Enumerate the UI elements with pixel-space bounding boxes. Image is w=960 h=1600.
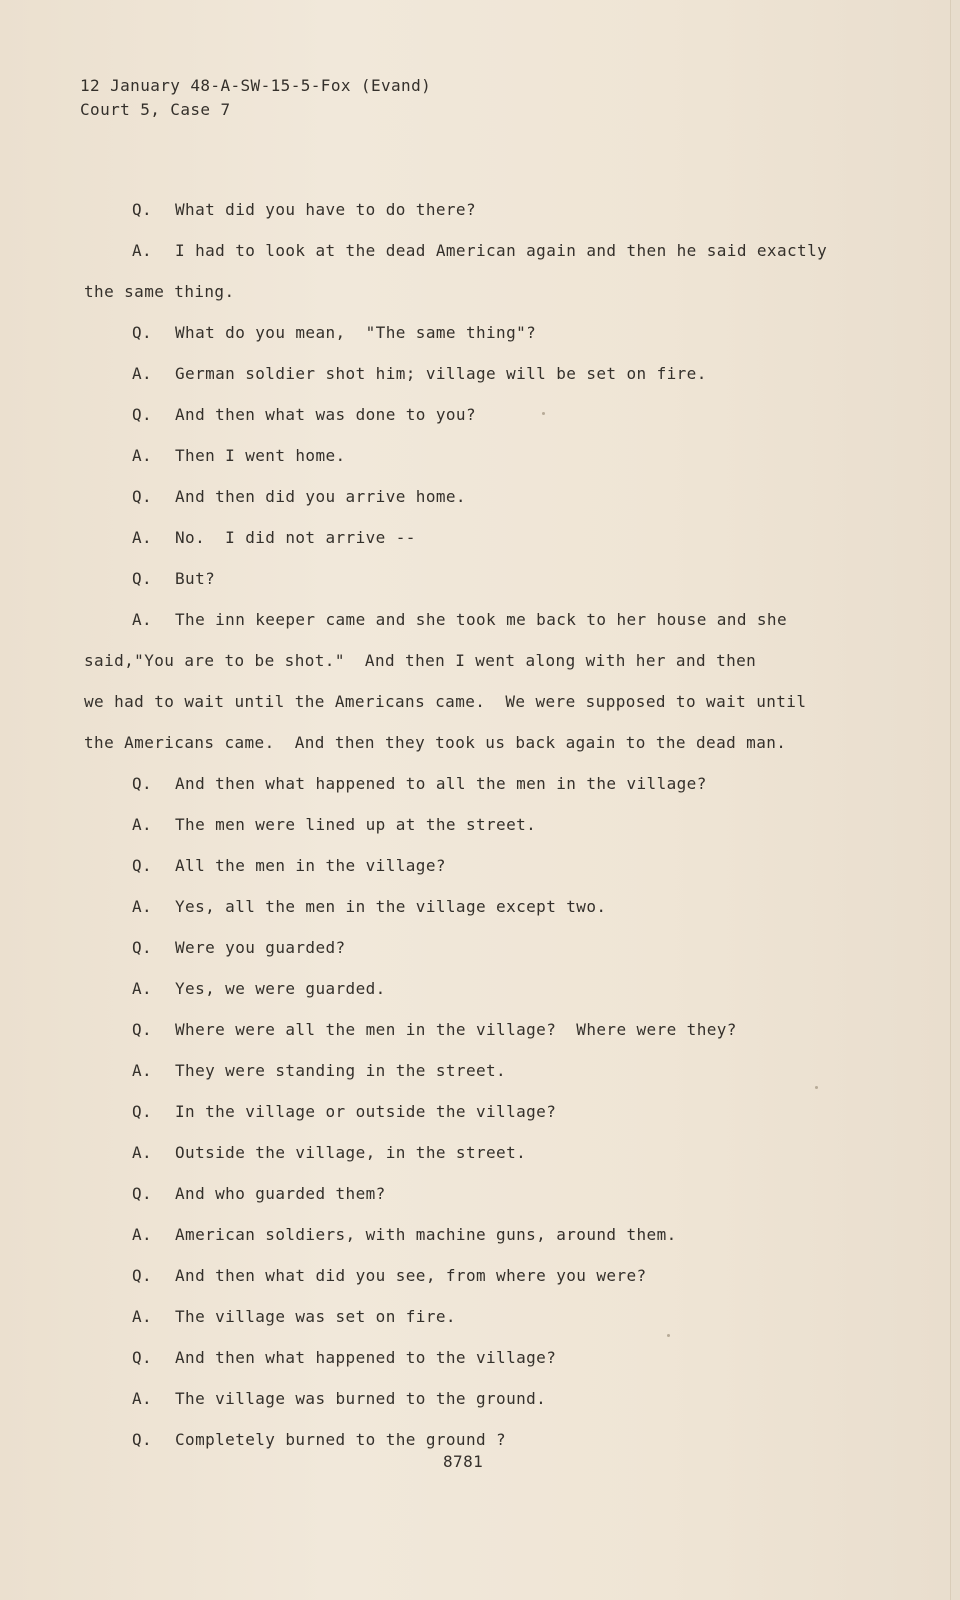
answer-marker: A.	[132, 979, 153, 998]
question-text: Were you guarded?	[175, 938, 346, 957]
answer-text: The men were lined up at the street.	[175, 815, 537, 834]
answer-marker: A.	[132, 1307, 153, 1326]
question-text: And then what did you see, from where you were?	[175, 1266, 647, 1285]
answer-marker: A.	[132, 364, 153, 383]
paper-speck	[815, 1086, 818, 1089]
question-marker: Q.	[132, 774, 153, 793]
answer-marker: A.	[132, 1143, 153, 1162]
answer-text: German soldier shot him; village will be set on fire.	[175, 364, 707, 383]
question-marker: Q.	[132, 1348, 153, 1367]
question-marker: Q.	[132, 1102, 153, 1121]
answer-text: Then I went home.	[175, 446, 346, 465]
page-number: 8781	[443, 1452, 484, 1471]
question-marker: Q.	[132, 938, 153, 957]
answer-marker: A.	[132, 528, 153, 547]
question-text: And then what was done to you?	[175, 405, 476, 424]
question-text: Where were all the men in the village? Where were they?	[175, 1020, 737, 1039]
question-text: And then did you arrive home.	[175, 487, 466, 506]
answer-marker: A.	[132, 241, 153, 260]
question-marker: Q.	[132, 487, 153, 506]
question-text: And then what happened to the village?	[175, 1348, 557, 1367]
answer-text: I had to look at the dead American again and then he said exactly	[175, 241, 828, 260]
question-marker: Q.	[132, 1266, 153, 1285]
question-text: What do you mean, "The same thing"?	[175, 323, 537, 342]
answer-marker: A.	[132, 897, 153, 916]
question-marker: Q.	[132, 856, 153, 875]
answer-marker: A.	[132, 1225, 153, 1244]
question-marker: Q.	[132, 1430, 153, 1449]
answer-text: The village was set on fire.	[175, 1307, 456, 1326]
question-text: And then what happened to all the men in the village?	[175, 774, 707, 793]
answer-marker: A.	[132, 815, 153, 834]
answer-marker: A.	[132, 1061, 153, 1080]
question-marker: Q.	[132, 1020, 153, 1039]
answer-marker: A.	[132, 610, 153, 629]
answer-text: Yes, we were guarded.	[175, 979, 386, 998]
answer-continuation-line: we had to wait until the Americans came. We were supposed to wait until	[84, 692, 807, 711]
question-text: Completely burned to the ground ?	[175, 1430, 507, 1449]
answer-text: Yes, all the men in the village except two.	[175, 897, 607, 916]
answer-text: Outside the village, in the street.	[175, 1143, 527, 1162]
question-text: And who guarded them?	[175, 1184, 386, 1203]
answer-marker: A.	[132, 446, 153, 465]
question-text: But?	[175, 569, 216, 588]
answer-continuation-line: said,"You are to be shot." And then I went along with her and then	[84, 651, 757, 670]
question-text: What did you have to do there?	[175, 200, 476, 219]
answer-text: The inn keeper came and she took me back to her house and she	[175, 610, 788, 629]
answer-continuation-line: the Americans came. And then they took us back again to the dead man.	[84, 733, 787, 752]
paper-speck	[542, 412, 545, 415]
question-text: In the village or outside the village?	[175, 1102, 557, 1121]
paper-edge	[950, 0, 960, 1600]
question-marker: Q.	[132, 323, 153, 342]
answer-text: The village was burned to the ground.	[175, 1389, 547, 1408]
answer-continuation-line: the same thing.	[84, 282, 235, 301]
question-marker: Q.	[132, 1184, 153, 1203]
question-marker: Q.	[132, 200, 153, 219]
header-court-case: Court 5, Case 7	[80, 100, 231, 119]
question-marker: Q.	[132, 405, 153, 424]
question-text: All the men in the village?	[175, 856, 446, 875]
answer-marker: A.	[132, 1389, 153, 1408]
question-marker: Q.	[132, 569, 153, 588]
paper-speck	[667, 1334, 670, 1337]
answer-text: No. I did not arrive --	[175, 528, 416, 547]
answer-text: They were standing in the street.	[175, 1061, 507, 1080]
answer-text: American soldiers, with machine guns, around them.	[175, 1225, 677, 1244]
header-date-reference: 12 January 48-A-SW-15-5-Fox (Evand)	[80, 76, 432, 95]
